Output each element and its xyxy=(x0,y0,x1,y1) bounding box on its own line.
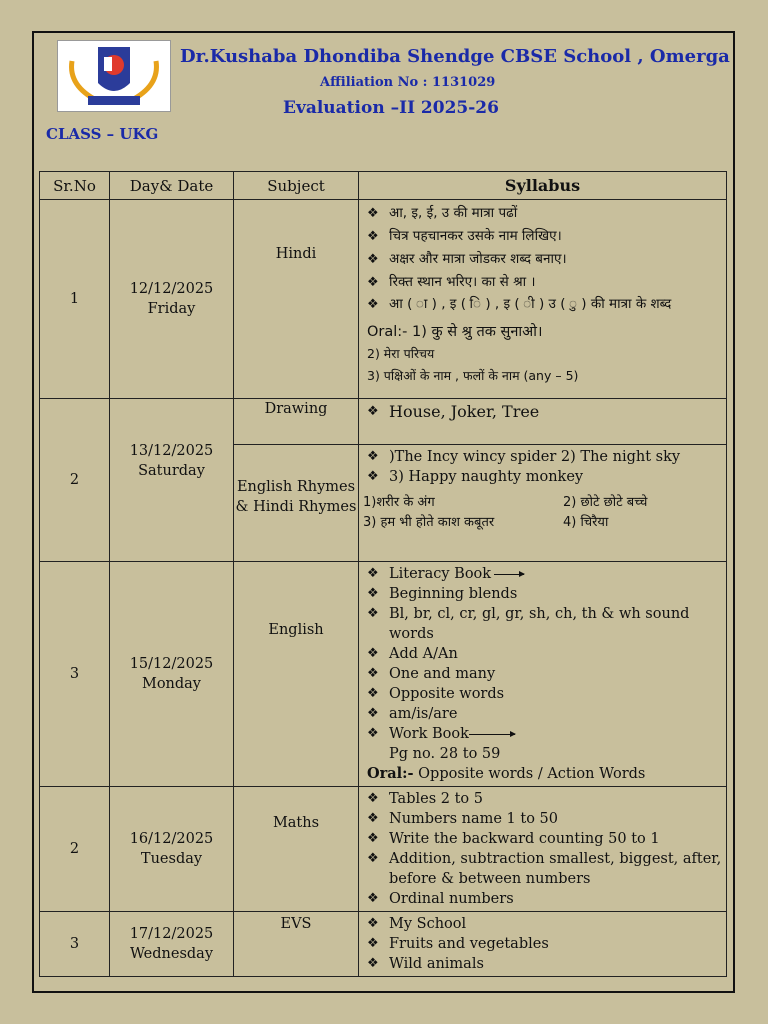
day-date: 16/12/2025 Tuesday xyxy=(110,787,234,912)
list-item: ❖ Wild animals xyxy=(389,954,722,974)
day-date: 13/12/2025 Saturday xyxy=(110,399,234,562)
subject: English Rhymes & Hindi Rhymes xyxy=(234,445,359,562)
list-item: ❖ चित्र पहचानकर उसके नाम लिखिए। xyxy=(389,225,722,248)
syllabus-cell xyxy=(359,912,727,977)
table-row xyxy=(40,562,727,787)
list-item: ❖ Literacy Book xyxy=(389,564,722,584)
oral-line: Oral:- Opposite words / Action Words xyxy=(367,765,646,782)
list-item: ❖ Addition, subtraction smallest, biggest, after, before & between numbers xyxy=(389,849,722,889)
list-item: ❖ Tables 2 to 5 xyxy=(389,789,722,809)
list-item: ❖ रिक्त स्थान भरिए। का से श्रा । xyxy=(389,271,722,294)
list-item: ❖ Ordinal numbers xyxy=(389,889,722,909)
list-item: ❖ Work Book xyxy=(389,724,722,744)
table-header-row xyxy=(40,172,727,200)
day-date: 12/12/2025 Friday xyxy=(110,200,234,399)
list-item: ❖ Opposite words xyxy=(389,684,722,704)
class-label: CLASS – UKG xyxy=(46,125,159,143)
table-row xyxy=(40,912,727,977)
school-name: Dr.Kushaba Dhondiba Shendge CBSE School , Omerga xyxy=(180,46,730,67)
list-item: ❖ )The Incy wincy spider 2) The night sky xyxy=(389,447,722,467)
subject: EVS xyxy=(234,912,359,977)
evaluation-title: Evaluation –II 2025-26 xyxy=(283,98,499,118)
syllabus-cell xyxy=(359,787,727,912)
arrow-right-icon xyxy=(469,734,515,735)
oral-line: 2) मेरा परिचय xyxy=(367,346,435,361)
syllabus-cell xyxy=(359,399,727,445)
list-item: ❖ Numbers name 1 to 50 xyxy=(389,809,722,829)
syllabus-table xyxy=(39,171,727,977)
column-header: Day& Date xyxy=(110,172,234,200)
table-row xyxy=(40,200,727,399)
list-item: ❖ My School xyxy=(389,914,722,934)
subject: English xyxy=(234,562,359,787)
subject: Maths xyxy=(234,787,359,912)
list-item: ❖ अक्षर और मात्रा जोडकर शब्द बनाए। xyxy=(389,248,722,271)
list-item: ❖ One and many xyxy=(389,664,722,684)
list-item: ❖ Bl, br, cl, cr, gl, gr, sh, ch, th & wh sound words xyxy=(389,604,722,644)
list-item: ❖ Write the backward counting 50 to 1 xyxy=(389,829,722,849)
syllabus-cell xyxy=(359,562,727,787)
arrow-right-icon xyxy=(494,574,524,575)
column-header: Syllabus xyxy=(359,172,727,200)
list-item: ❖ Fruits and vegetables xyxy=(389,934,722,954)
page-range: Pg no. 28 to 59 xyxy=(389,746,501,762)
sr-no: 3 xyxy=(40,562,110,787)
hindi-rhymes: 1)शरीर के अंग 2) छोटे छोटे बच्चे 3) हम भी होते काश कबूतर 4) चिरैया xyxy=(363,495,648,530)
column-header: Sr.No xyxy=(40,172,110,200)
day-date: 15/12/2025 Monday xyxy=(110,562,234,787)
column-header: Subject xyxy=(234,172,359,200)
list-item: ❖ House, Joker, Tree xyxy=(389,401,722,423)
sr-no: 3 xyxy=(40,912,110,977)
table-row xyxy=(40,399,727,445)
subject: Hindi xyxy=(234,200,359,399)
day-date: 17/12/2025 Wednesday xyxy=(110,912,234,977)
oral-line: 3) पक्षिओं के नाम , फलों के नाम (any – 5) xyxy=(367,368,579,383)
affiliation-number: Affiliation No : 1131029 xyxy=(320,75,496,90)
list-item: ❖ Beginning blends xyxy=(389,584,722,604)
school-crest-logo xyxy=(57,40,171,112)
syllabus-cell xyxy=(359,445,727,562)
subject: Drawing xyxy=(234,399,359,445)
sr-no: 1 xyxy=(40,200,110,399)
table-row xyxy=(40,787,727,912)
sr-no: 2 xyxy=(40,399,110,562)
list-item: ❖ 3) Happy naughty monkey xyxy=(389,467,722,487)
sr-no: 2 xyxy=(40,787,110,912)
oral-line: Oral:- 1) कु से श्रु तक सुनाओ। xyxy=(367,324,543,340)
list-item: ❖ आ, इ, ई, उ की मात्रा पढों xyxy=(389,202,722,225)
list-item: ❖ आ ( ा ) , इ ( ि ) , इ ( ी ) उ ( ु ) की मात्रा के शब्द xyxy=(389,294,722,315)
list-item: ❖ Add A/An xyxy=(389,644,722,664)
list-item: ❖ am/is/are xyxy=(389,704,722,724)
syllabus-cell xyxy=(359,200,727,399)
